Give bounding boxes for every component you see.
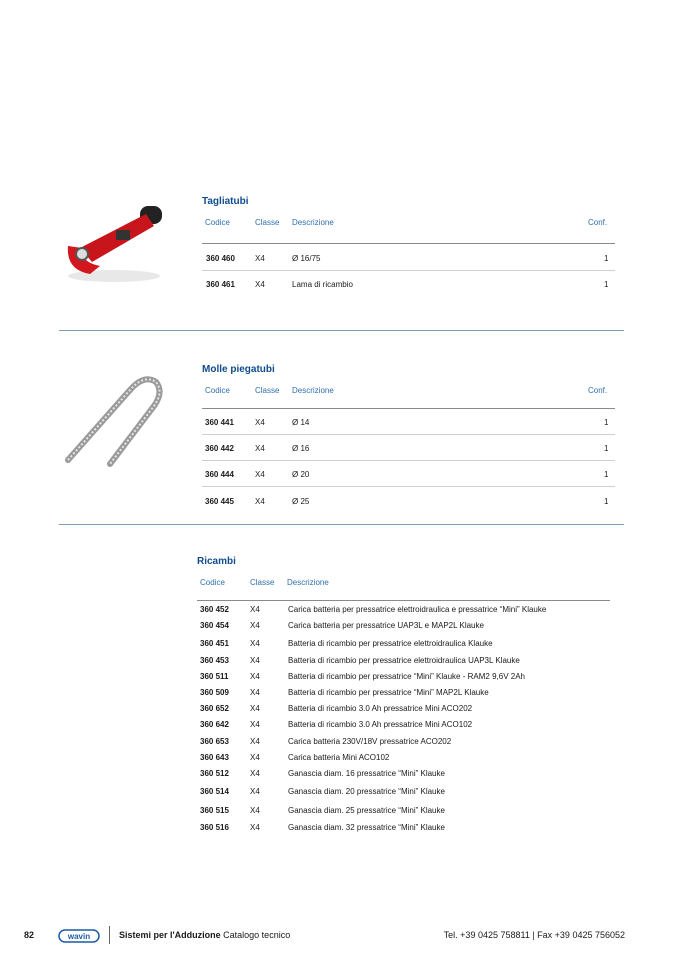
row-desc: Ø 14: [292, 418, 310, 427]
header-classe: Classe: [255, 386, 280, 395]
row-desc: Carica batteria Mini ACO102: [288, 753, 390, 762]
row-code: 360 442: [205, 444, 234, 453]
row-desc: Lama di ricambio: [292, 280, 353, 289]
row-code: 360 653: [200, 737, 229, 746]
catalog-title: [119, 930, 290, 940]
table-rule: [202, 408, 615, 409]
row-classe: X4: [255, 280, 265, 289]
header-codice: Codice: [205, 218, 230, 227]
row-classe: X4: [250, 704, 260, 713]
row-classe: X4: [250, 688, 260, 697]
section-title-tagliatubi: Tagliatubi: [202, 196, 249, 207]
row-code: 360 444: [205, 470, 234, 479]
row-code: 360 642: [200, 720, 229, 729]
header-classe: Classe: [250, 578, 275, 587]
section-title-ricambi: Ricambi: [197, 556, 236, 567]
row-classe: X4: [255, 470, 265, 479]
row-code: 360 453: [200, 656, 229, 665]
wavin-logo: [58, 929, 100, 943]
row-code: 360 514: [200, 787, 229, 796]
row-classe: X4: [250, 823, 260, 832]
row-classe: X4: [250, 639, 260, 648]
row-classe: X4: [255, 418, 265, 427]
header-descrizione: Descrizione: [292, 386, 334, 395]
row-classe: X4: [250, 806, 260, 815]
table-rule: [197, 600, 610, 601]
row-classe: X4: [255, 444, 265, 453]
table-rule: [202, 243, 615, 244]
row-desc: Ø 16: [292, 444, 310, 453]
section-title-molle: Molle piegatubi: [202, 364, 275, 375]
svg-text:wavin: wavin: [67, 932, 91, 941]
row-code: 360 509: [200, 688, 229, 697]
header-descrizione: Descrizione: [292, 218, 334, 227]
row-conf: 1: [604, 280, 609, 289]
header-classe: Classe: [255, 218, 280, 227]
row-code: 360 445: [205, 497, 234, 506]
row-divider: [202, 434, 615, 435]
row-classe: X4: [250, 656, 260, 665]
header-codice: Codice: [200, 578, 225, 587]
footer-divider: [109, 926, 110, 944]
row-classe: X4: [255, 254, 265, 263]
row-conf: 1: [604, 254, 609, 263]
row-code: 360 461: [206, 280, 235, 289]
row-classe: X4: [250, 605, 260, 614]
catalog-title-rest: Catalogo tecnico: [220, 930, 291, 940]
row-desc: Batteria di ricambio per pressatrice elettroidraulica UAP3L Klauke: [288, 656, 520, 665]
row-classe: X4: [255, 497, 265, 506]
section-separator: [59, 330, 624, 331]
row-conf: 1: [604, 497, 609, 506]
row-classe: X4: [250, 769, 260, 778]
row-classe: X4: [250, 621, 260, 630]
row-desc: Batteria di ricambio per pressatrice “Mini” MAP2L Klauke: [288, 688, 489, 697]
header-codice: Codice: [205, 386, 230, 395]
row-classe: X4: [250, 672, 260, 681]
row-classe: X4: [250, 787, 260, 796]
catalog-title-bold: Sistemi per l'Adduzione: [119, 930, 221, 940]
row-desc: Carica batteria 230V/18V pressatrice ACO202: [288, 737, 452, 746]
row-desc: Ø 20: [292, 470, 310, 479]
row-code: 360 515: [200, 806, 229, 815]
row-divider: [202, 486, 615, 487]
row-classe: X4: [250, 753, 260, 762]
row-desc: Carica batteria per pressatrice elettroidraulica e pressatrice “Mini” Klauke: [288, 605, 547, 614]
bending-spring-image: [60, 368, 168, 468]
row-code: 360 512: [200, 769, 229, 778]
row-code: 360 643: [200, 753, 229, 762]
row-desc: Batteria di ricambio 3.0 Ah pressatrice Mini ACO202: [288, 704, 473, 713]
row-conf: 1: [604, 418, 609, 427]
row-desc: Batteria di ricambio per pressatrice “Mini” Klauke - RAM2 9,6V 2Ah: [288, 672, 525, 681]
row-code: 360 441: [205, 418, 234, 427]
row-desc: Ø 25: [292, 497, 310, 506]
row-desc: Batteria di ricambio 3.0 Ah pressatrice Mini ACO102: [288, 720, 473, 729]
header-conf: Conf.: [588, 386, 608, 395]
row-desc: Ganascia diam. 20 pressatrice “Mini” Klauke: [288, 787, 445, 796]
header-descrizione: Descrizione: [287, 578, 329, 587]
row-code: 360 652: [200, 704, 229, 713]
row-code: 360 460: [206, 254, 235, 263]
row-desc: Ø 16/75: [292, 254, 321, 263]
row-classe: X4: [250, 737, 260, 746]
row-divider: [202, 460, 615, 461]
row-classe: X4: [250, 720, 260, 729]
row-code: 360 452: [200, 605, 229, 614]
header-conf: Conf.: [588, 218, 608, 227]
page-number: 82: [24, 930, 35, 940]
row-conf: 1: [604, 444, 609, 453]
row-code: 360 451: [200, 639, 229, 648]
row-code: 360 511: [200, 672, 229, 681]
row-desc: Ganascia diam. 16 pressatrice “Mini” Klauke: [288, 769, 445, 778]
row-conf: 1: [604, 470, 609, 479]
row-code: 360 454: [200, 621, 229, 630]
row-divider: [202, 270, 615, 271]
row-desc: Carica batteria per pressatrice UAP3L e MAP2L Klauke: [288, 621, 484, 630]
row-code: 360 516: [200, 823, 229, 832]
row-desc: Ganascia diam. 32 pressatrice “Mini” Klauke: [288, 823, 445, 832]
row-desc: Batteria di ricambio per pressatrice elettroidraulica Klauke: [288, 639, 493, 648]
row-desc: Ganascia diam. 25 pressatrice “Mini” Klauke: [288, 806, 445, 815]
section-separator: [59, 524, 624, 525]
pipe-cutter-image: [60, 196, 168, 288]
contact-info: Tel. +39 0425 758811 | Fax +39 0425 756052: [443, 930, 625, 940]
